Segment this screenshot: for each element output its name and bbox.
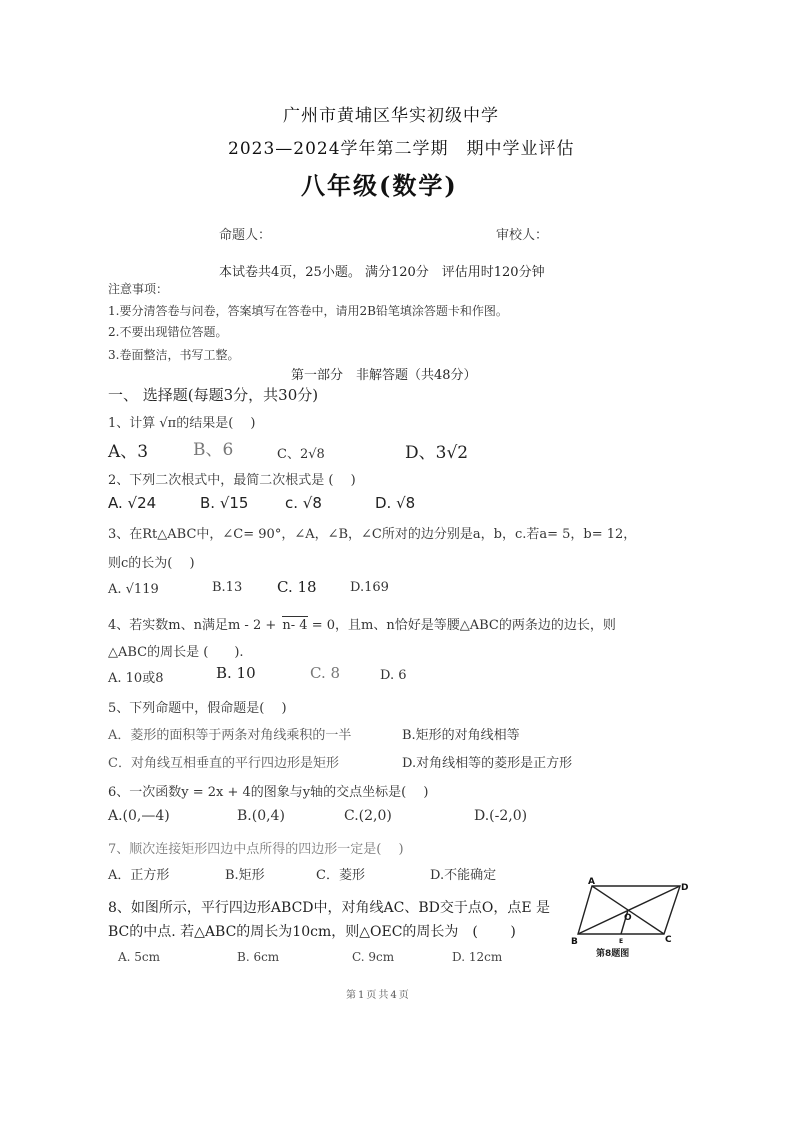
notes-item-2: 2.不要出现错位答题。: [108, 325, 228, 339]
q1-option-b: B、6: [193, 440, 234, 460]
q6-stem: 6、一次函数y = 2x + 4的图象与y轴的交点坐标是( ): [108, 785, 429, 800]
label-o: O: [624, 913, 632, 923]
q6-option-b: B.(0,4): [237, 808, 285, 824]
label-d: D: [681, 883, 689, 893]
q2-stem: 2、下列二次根式中，最简二次根式是 ( ): [108, 473, 356, 488]
q8-stem-line1: 8、如图所示，平行四边形ABCD中，对角线AC、BD交于点O，点E 是: [108, 900, 550, 916]
q8-option-a: A. 5cm: [118, 950, 161, 964]
q3-stem-line1: 3、在Rt△ABC中，∠C= 90°，∠A，∠B，∠C所对的边分别是a，b，c.若a= 5，b= 12，: [108, 527, 637, 542]
q3-option-d: D.169: [350, 580, 389, 595]
q4-stem-part1: 4、若实数m、n满足m - 2 +: [108, 618, 277, 633]
q5-option-a: A．菱形的面积等于两条对角线乘积的一半: [108, 728, 352, 743]
q5-option-b: B.矩形的对角线相等: [402, 728, 520, 743]
q2-option-a: A. √24: [108, 494, 157, 512]
q2-option-d: D. √8: [375, 494, 416, 512]
q8-option-d: D. 12cm: [452, 950, 503, 964]
q2-option-c: c. √8: [285, 494, 322, 512]
page-number: 第1页共4页: [346, 990, 411, 1001]
section-title: 一、 选择题(每题3分，共30分): [108, 386, 319, 404]
q7-option-c: C．菱形: [316, 868, 365, 883]
q7-stem: 7、顺次连接矩形四边中点所得的四边形一定是( ): [108, 842, 404, 857]
label-b: B: [571, 937, 578, 947]
part1-title: 第一部分 非解答题（共48分）: [291, 368, 477, 383]
q4-stem-line1: [108, 614, 616, 633]
q1-option-d: D、3√2: [405, 443, 469, 463]
parallelogram-figure: [570, 872, 700, 962]
q3-option-c: C. 18: [277, 578, 317, 596]
school-name: 广州市黄埔区华实初级中学: [283, 106, 499, 126]
q6-option-c: C.(2,0): [344, 808, 392, 824]
q5-option-d: D.对角线相等的菱形是正方形: [402, 756, 573, 771]
q3-stem-line2: 则c的长为( ): [108, 556, 195, 571]
diagonal-bd: [578, 886, 680, 934]
q7-option-d: D.不能确定: [430, 868, 497, 883]
figure-caption: 第8题图: [596, 949, 630, 959]
subject-title: 八年级(数学): [301, 171, 458, 200]
q8-option-c: C. 9cm: [352, 950, 395, 964]
q1-stem: 1、计算 √π的结果是( ): [108, 416, 256, 431]
label-c: C: [665, 935, 672, 945]
notes-title: 注意事项：: [108, 282, 169, 296]
notes-item-3: 3.卷面整洁，书写工整。: [108, 348, 240, 362]
q4-option-d: D. 6: [380, 668, 407, 683]
notes-item-1: 1.要分清答卷与问卷，答案填写在答卷中，请用2B铅笔填涂答题卡和作图。: [108, 304, 508, 318]
q7-option-b: B.矩形: [225, 868, 265, 883]
q3-option-a: A. √119: [108, 582, 159, 597]
label-e: E: [619, 938, 624, 945]
q5-stem: 5、下列命题中，假命题是( ): [108, 701, 287, 716]
q6-option-d: D.(-2,0): [474, 808, 528, 824]
sqrt-radicand: n- 4: [282, 618, 308, 633]
q4-option-c: C. 8: [310, 664, 341, 682]
q4-stem-line2: △ABC的周长是 ( ).: [108, 645, 244, 660]
term-title: 2023—2024学年第二学期 期中学业评估: [228, 139, 575, 159]
q2-option-b: B. √15: [200, 494, 249, 512]
q1-option-a: A、3: [108, 442, 149, 462]
q4-option-b: B. 10: [216, 664, 256, 682]
q8-option-b: B. 6cm: [237, 950, 280, 964]
q8-stem-line2: BC的中点. 若△ABC的周长为10cm，则△OEC的周长为 ( ): [108, 924, 516, 940]
q1-option-c: C、2√8: [277, 447, 325, 462]
label-a: A: [588, 877, 595, 887]
q4-stem-part2: = 0，且m、n恰好是等腰△ABC的两条边的边长，则: [311, 618, 616, 633]
reviewer-label: 审校人：: [496, 228, 549, 243]
q3-option-b: B.13: [212, 580, 243, 595]
q6-option-a: A.(0,—4): [108, 808, 170, 824]
q4-option-a: A. 10或8: [108, 671, 164, 686]
q7-option-a: A．正方形: [108, 868, 170, 883]
setter-label: 命题人：: [219, 228, 272, 243]
exam-info: 本试卷共4页，25小题。 满分120分 评估用时120分钟: [219, 265, 545, 280]
q5-option-c: C．对角线互相垂直的平行四边形是矩形: [108, 756, 339, 771]
